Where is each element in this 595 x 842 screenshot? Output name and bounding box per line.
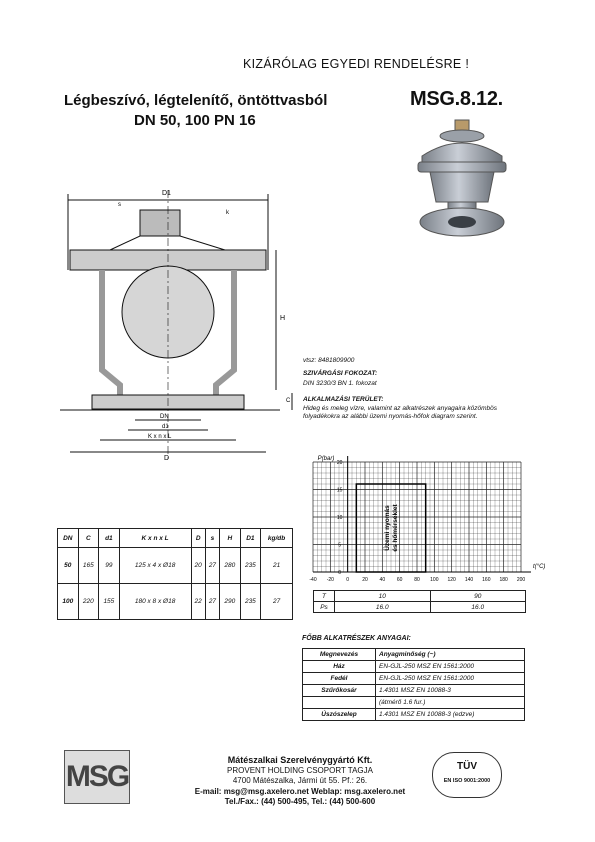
x-tick-label: 140 [464, 577, 474, 583]
chart-annotation: Üzemi nyomás [384, 505, 391, 551]
label-d1-top: D1 [162, 190, 171, 197]
dims-cell: 220 [78, 584, 99, 620]
company-info [170, 755, 430, 808]
dims-cell: 180 x 8 x Ø18 [119, 584, 191, 620]
company-phone: Tel./Fax.: (44) 500-495, Tel.: (44) 500-600 [224, 797, 376, 806]
mat-part: Fedél [303, 673, 376, 685]
y-axis-label: P(bar) [317, 456, 335, 462]
dims-cell: 27 [205, 548, 219, 584]
y-tick-label: 10 [336, 515, 343, 521]
x-tick-label: 120 [447, 577, 456, 583]
dims-header: K x n x L [119, 529, 191, 548]
dims-header: C [78, 529, 99, 548]
mat-spec: EN-GJL-250 MSZ EN 1561:2000 [376, 661, 525, 673]
mat-spec: 1.4301 MSZ EN 10088-3 [376, 685, 525, 697]
dims-cell: 99 [99, 548, 120, 584]
label-d1: d1 [162, 424, 169, 430]
label-k: k [226, 210, 229, 216]
temperature-pressure-table [313, 590, 526, 613]
logo-text: MSG [65, 760, 129, 793]
dims-header: DN [58, 529, 79, 548]
product-subtitle: DN 50, 100 PN 16 [134, 112, 256, 129]
leak-title: SZIVÁRGÁSI FOKOZAT: [303, 370, 378, 377]
company-name: Mátészalkai Szerelvénygyártó Kft. [227, 755, 373, 765]
x-tick-label: 80 [414, 577, 420, 583]
tp-cell: 16.0 [430, 602, 526, 613]
dims-cell: 165 [78, 548, 99, 584]
product-title: Légbeszívó, légtelenítő, öntöttvasból [64, 92, 328, 109]
x-tick-label: 100 [430, 577, 439, 583]
tp-cell: 16.0 [335, 602, 431, 613]
tp-cell: T [314, 591, 335, 602]
company-email: E-mail: msg@msg.axelero.net Weblap: msg.axelero.net [194, 786, 406, 796]
dims-cell: 20 [191, 548, 205, 584]
dims-cell: 50 [58, 548, 79, 584]
dims-header: D [191, 529, 205, 548]
mat-part: Úszószelep [303, 709, 376, 721]
company-group: PROVENT HOLDING CSOPORT TAGJA [227, 765, 373, 775]
label-dn: DN [160, 414, 169, 420]
dims-header: D1 [240, 529, 261, 548]
mat-part [303, 697, 376, 709]
dims-cell: 27 [205, 584, 219, 620]
dims-cell: 290 [220, 584, 241, 620]
tp-cell: Ps [314, 602, 335, 613]
x-tick-label: 180 [499, 577, 508, 583]
y-tick-label: 20 [336, 460, 343, 466]
order-notice: KIZÁRÓLAG EGYEDI RENDELÉSRE ! [243, 57, 470, 71]
y-tick-label: 0 [338, 570, 342, 576]
mat-part: Ház [303, 661, 376, 673]
use-text: Hideg és meleg vízre, valamint az alkatrészek anyagaira közömbös folyadékokra az alábbi üzemi nyomás-hőfok diagram szerint. [303, 405, 498, 420]
x-axis-label: t(°C) [533, 564, 545, 570]
x-tick-label: -20 [326, 577, 334, 583]
mat-spec: 1.4301 MSZ EN 10088-3 (edzve) [376, 709, 525, 721]
x-tick-label: 200 [516, 577, 526, 583]
dims-cell: 155 [99, 584, 120, 620]
mat-spec: (átmérő 1.6 fur.) [376, 697, 525, 709]
dims-cell: 100 [58, 584, 79, 620]
mat-part: Szűrőkosár [303, 685, 376, 697]
cert-bottom: EN ISO 9001:2000 [443, 778, 491, 784]
dims-cell: 280 [220, 548, 241, 584]
product-code: MSG.8.12. [410, 88, 503, 110]
dims-header: kg/db [261, 529, 293, 548]
dims-cell: 27 [261, 584, 293, 620]
use-title: ALKALMAZÁSI TERÜLET: [303, 396, 384, 403]
x-tick-label: 40 [379, 577, 386, 583]
tp-cell: 10 [335, 591, 431, 602]
label-c: C [286, 398, 291, 404]
y-tick-label: 5 [338, 542, 342, 549]
x-tick-label: 60 [396, 577, 403, 583]
label-d: D [164, 455, 170, 462]
chart-annotation: és hőmérséklet [392, 504, 399, 552]
company-address: 4700 Mátészalka, Jármi út 55. Pf.: 26. [232, 776, 368, 785]
dims-cell: 22 [191, 584, 205, 620]
label-s: s [118, 202, 121, 208]
dims-header: d1 [99, 529, 120, 548]
product-photo [408, 118, 528, 250]
mat-spec: EN-GJL-250 MSZ EN 1561:2000 [376, 673, 525, 685]
x-tick-label: 160 [482, 577, 491, 583]
dims-cell: 125 x 4 x Ø18 [119, 548, 191, 584]
dims-header: H [220, 529, 241, 548]
mat-header: Megnevezés [303, 649, 376, 661]
materials-title: FŐBB ALKATRÉSZEK ANYAGAI: [302, 635, 411, 642]
tp-cell: 90 [430, 591, 526, 602]
tuv-cert-badge [432, 752, 502, 798]
dims-header: s [205, 529, 219, 548]
x-tick-label: 0 [346, 577, 350, 583]
label-h: H [280, 315, 286, 322]
dimensions-table [57, 528, 293, 620]
pressure-temperature-chart [305, 450, 545, 590]
leak-value: DIN 3230/3 BN 1. fokozat [303, 380, 377, 387]
dims-cell: 235 [240, 584, 261, 620]
cert-top: TÜV [457, 761, 477, 772]
x-tick-label: -40 [309, 577, 317, 583]
mat-header: Anyagminőség (~) [376, 649, 525, 661]
label-kxn: K x n x L [148, 434, 172, 440]
company-logo [64, 750, 130, 804]
technical-drawing [40, 180, 300, 470]
y-tick-label: 15 [336, 487, 343, 494]
dims-cell: 235 [240, 548, 261, 584]
vtsz: vtsz: 8481809900 [303, 357, 355, 364]
x-tick-label: 20 [362, 577, 368, 583]
dims-cell: 21 [261, 548, 293, 584]
materials-table [302, 648, 525, 721]
